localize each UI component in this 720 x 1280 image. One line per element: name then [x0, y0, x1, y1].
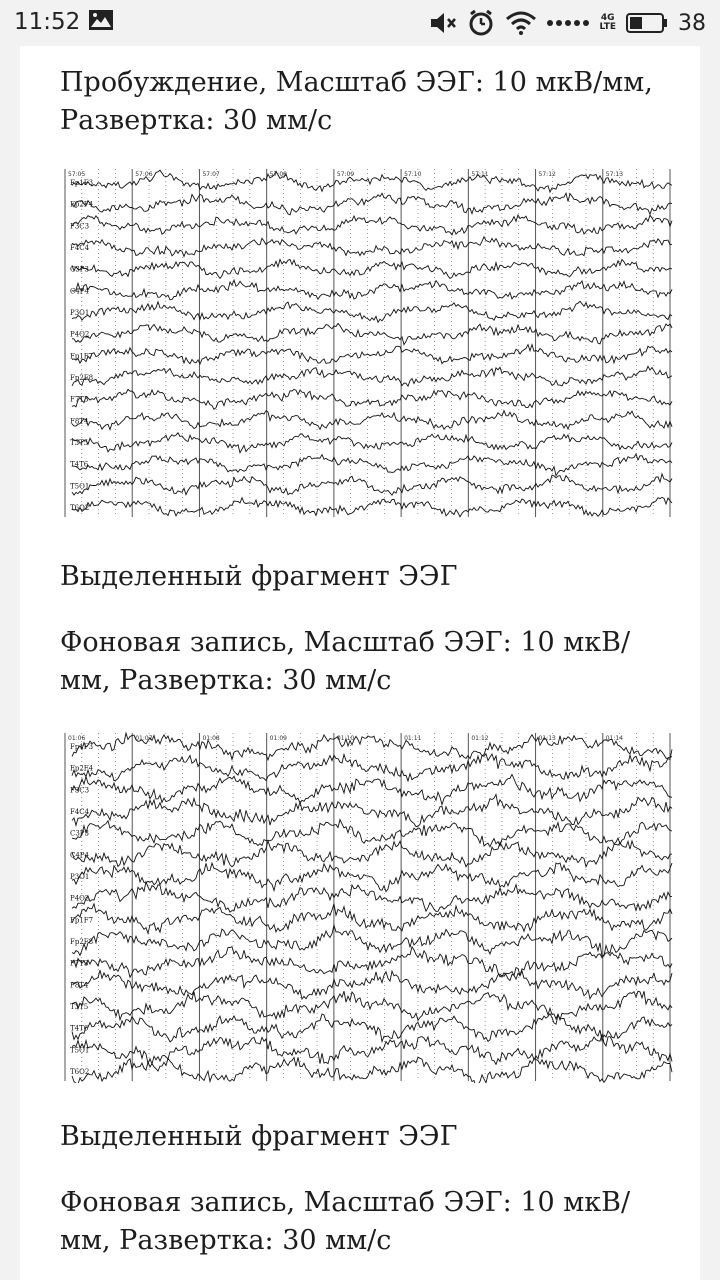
channel-label: F3C3 [70, 222, 90, 231]
eeg-trace [72, 1035, 672, 1065]
figure-caption-2: Выделенный фрагмент ЭЭГ [60, 1121, 458, 1152]
eeg-trace [72, 1057, 672, 1083]
page-margin-right [700, 46, 720, 1280]
time-label: 57:08 [269, 171, 287, 178]
channel-label: Fp2F4 [70, 200, 94, 209]
eeg-trace [72, 237, 672, 257]
eeg-trace [72, 366, 672, 386]
network-type: 4G LTE [599, 13, 616, 32]
eeg-trace [72, 991, 672, 1020]
time-label: 57:12 [538, 171, 556, 178]
channel-label: T6O2 [70, 1068, 90, 1076]
channel-label: P3O1 [70, 309, 90, 317]
channel-label: P4O2 [70, 330, 90, 339]
time-label: 01:13 [538, 735, 556, 742]
channel-label: P4O2 [70, 894, 90, 903]
eeg-trace [72, 193, 672, 215]
eeg-trace [72, 345, 672, 364]
channel-label: F7T3 [70, 959, 89, 968]
channel-label: C4P4 [70, 287, 89, 296]
eeg-trace [72, 795, 672, 827]
eeg-trace-plot [60, 164, 675, 519]
time-label: 57:05 [68, 171, 86, 178]
time-label: 01:14 [605, 735, 624, 742]
eeg-trace [72, 904, 672, 934]
status-bar [0, 0, 720, 46]
time-label: 01:12 [471, 735, 489, 742]
time-label: 01:11 [404, 735, 422, 742]
time-label: 57:06 [135, 171, 153, 178]
eeg-trace [72, 733, 672, 760]
mute-icon [429, 10, 457, 36]
channel-label: Fp2F4 [70, 764, 94, 773]
eeg-trace [72, 820, 672, 847]
figure-caption-1: Выделенный фрагмент ЭЭГ [60, 561, 458, 592]
gallery-icon [88, 9, 114, 31]
eeg-trace [72, 454, 672, 476]
channel-label: C3P3 [70, 265, 89, 274]
eeg-figure-awakening[interactable] [60, 164, 675, 519]
channel-label: Fp1F7 [70, 352, 94, 361]
channel-label: T6O2 [70, 504, 90, 512]
time-label: 01:10 [336, 735, 355, 742]
battery-level: 38 [678, 10, 706, 36]
eeg-trace [72, 323, 672, 344]
eeg-trace [72, 970, 672, 999]
time-label: 01:06 [68, 735, 86, 742]
eeg-trace [72, 947, 672, 978]
eeg-trace [72, 389, 672, 409]
channel-label: F8T4 [70, 417, 89, 426]
battery-icon [626, 12, 668, 34]
channel-label: F8T4 [70, 981, 89, 990]
eeg-trace [72, 280, 672, 300]
eeg-trace [72, 754, 672, 781]
time-label: 57:09 [336, 171, 355, 178]
article-content[interactable] [20, 46, 700, 1280]
eeg-trace [72, 433, 672, 453]
eeg-trace [72, 882, 672, 912]
channel-label: C3P3 [70, 829, 89, 838]
channel-label: P3O1 [70, 873, 90, 881]
eeg-trace [72, 411, 672, 430]
channel-label: C4P4 [70, 851, 89, 860]
channel-label: T4T6 [70, 460, 89, 469]
eeg-trace-plot [60, 728, 675, 1083]
time-label: 57:13 [605, 171, 624, 178]
channel-label: Fp2F8 [70, 938, 94, 946]
channel-label: F4C4 [70, 808, 90, 816]
time-label: 01:09 [269, 735, 287, 742]
channel-label: Fp1F3 [70, 743, 94, 751]
channel-label: T5O1 [70, 1046, 90, 1055]
status-icons [429, 6, 706, 40]
eeg-trace [72, 497, 672, 516]
channel-label: Fp2F8 [70, 374, 94, 382]
channel-label: F3C3 [70, 786, 90, 795]
eeg-trace [72, 260, 672, 279]
channel-label: T3T5 [70, 439, 89, 447]
eeg-trace [72, 301, 672, 322]
eeg-trace [72, 841, 672, 867]
time-label: 57:10 [404, 171, 422, 178]
time-label: 57:07 [202, 171, 220, 178]
time-label: 01:07 [135, 735, 153, 742]
eeg-trace [72, 863, 672, 892]
time-label: 01:08 [202, 735, 220, 742]
channel-label: Fp1F3 [70, 179, 94, 187]
channel-label: F4C4 [70, 244, 90, 252]
eeg-trace [72, 775, 672, 805]
channel-label: T5O1 [70, 482, 90, 491]
channel-label: T3T5 [70, 1003, 89, 1011]
eeg-trace [72, 1014, 672, 1042]
eeg-trace [72, 925, 672, 956]
status-time: 11:52 [14, 9, 81, 35]
eeg-trace [72, 474, 672, 495]
time-label: 57:11 [471, 171, 489, 178]
channel-label: Fp1F7 [70, 916, 94, 925]
section-heading-background-2: Фоновая запись, Масштаб ЭЭГ: 10 мкВ/мм, Развертка: 30 мм/с [60, 1187, 631, 1256]
channel-label: F7T3 [70, 395, 89, 404]
eeg-figure-background[interactable] [60, 728, 675, 1083]
alarm-icon [467, 9, 495, 37]
wifi-icon [505, 10, 537, 36]
eeg-trace [72, 215, 672, 235]
section-heading-awakening: Пробуждение, Масштаб ЭЭГ: 10 мкВ/мм, Развертка: 30 мм/с [60, 67, 653, 136]
signal-icon [547, 20, 589, 26]
channel-label: T4T6 [70, 1024, 89, 1033]
section-heading-background-1: Фоновая запись, Масштаб ЭЭГ: 10 мкВ/мм, Развертка: 30 мм/с [60, 627, 631, 696]
page-margin-left [0, 46, 20, 1280]
eeg-trace [72, 170, 672, 192]
